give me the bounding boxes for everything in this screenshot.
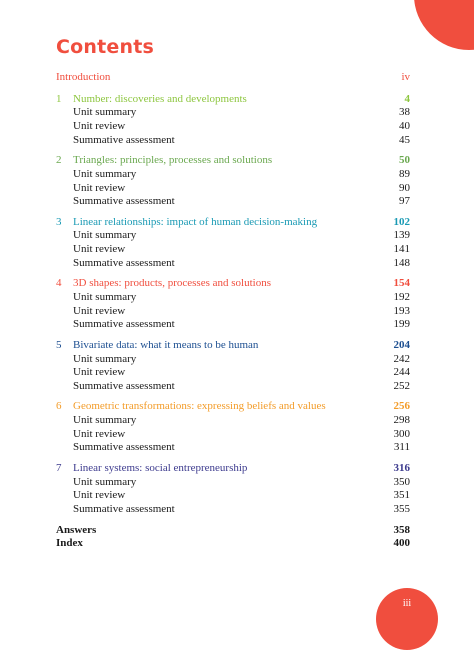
toc-subentry[interactable] [56, 414, 410, 428]
subentry-label: Summative assessment [73, 441, 175, 454]
subentry-label: Unit review [73, 243, 126, 256]
toc-subentry[interactable] [56, 168, 410, 182]
subentry-page: 89 [399, 167, 410, 180]
subentry-page: 38 [399, 106, 410, 119]
entry-page: 400 [393, 537, 410, 550]
toc-subentry[interactable] [56, 318, 410, 332]
spacer [56, 394, 410, 401]
unit-number: 4 [56, 277, 62, 290]
unit-number: 1 [56, 92, 62, 105]
toc-unit-heading[interactable] [56, 216, 410, 230]
subentry-page: 199 [393, 318, 410, 331]
unit-title: Triangles: principles, processes and solutions [73, 154, 273, 167]
subentry-label: Unit summary [73, 291, 137, 304]
toc-subentry[interactable] [56, 243, 410, 257]
toc-subentry[interactable] [56, 380, 410, 394]
subentry-label: Summative assessment [73, 195, 175, 208]
entry-page: 358 [393, 523, 410, 536]
unit-number: 5 [56, 338, 62, 351]
unit-page: 154 [393, 277, 410, 290]
subentry-page: 148 [393, 256, 410, 269]
unit-title: Number: discoveries and developments [73, 92, 247, 105]
subentry-label: Unit summary [73, 414, 137, 427]
unit-page: 50 [399, 154, 410, 167]
unit-title: 3D shapes: products, processes and solutions [73, 277, 271, 290]
subentry-label: Unit review [73, 489, 126, 502]
subentry-page: 350 [393, 475, 410, 488]
subentry-label: Summative assessment [73, 379, 175, 392]
entry-label: Index [56, 537, 83, 550]
spacer [56, 271, 410, 278]
toc-unit-heading[interactable] [56, 400, 410, 414]
subentry-label: Unit summary [73, 229, 137, 242]
subentry-page: 252 [393, 379, 410, 392]
subentry-label: Unit summary [73, 475, 137, 488]
spacer [56, 147, 410, 154]
toc-unit-heading[interactable] [56, 339, 410, 353]
entry-label: Introduction [56, 71, 111, 83]
toc-subentry[interactable] [56, 428, 410, 442]
toc-subentry[interactable] [56, 366, 410, 380]
unit-title: Bivariate data: what it means to be human [73, 338, 259, 351]
subentry-label: Summative assessment [73, 503, 175, 516]
toc-unit-heading[interactable] [56, 277, 410, 291]
subentry-page: 97 [399, 195, 410, 208]
toc-unit-heading[interactable] [56, 93, 410, 107]
unit-number: 2 [56, 154, 62, 167]
unit-page: 102 [393, 215, 410, 228]
toc-subentry[interactable] [56, 182, 410, 196]
subentry-page: 141 [393, 243, 410, 256]
unit-title: Geometric transformations: expressing beliefs and values [73, 400, 326, 413]
toc-entry-answers[interactable] [56, 524, 410, 538]
toc-subentry[interactable] [56, 441, 410, 455]
unit-title: Linear systems: social entrepreneurship [73, 461, 248, 474]
spacer [56, 455, 410, 462]
subentry-page: 244 [393, 366, 410, 379]
corner-decoration [414, 0, 474, 50]
table-of-contents [56, 71, 410, 551]
subentry-label: Summative assessment [73, 133, 175, 146]
toc-subentry[interactable] [56, 305, 410, 319]
toc-subentry[interactable] [56, 353, 410, 367]
toc-subentry[interactable] [56, 503, 410, 517]
subentry-page: 193 [393, 304, 410, 317]
toc-subentry[interactable] [56, 291, 410, 305]
unit-heading-text [56, 339, 258, 353]
toc-subentry[interactable] [56, 476, 410, 490]
page-number: iii [402, 598, 412, 609]
unit-number: 6 [56, 400, 62, 413]
toc-subentry[interactable] [56, 106, 410, 120]
spacer [56, 209, 410, 216]
subentry-page: 298 [393, 414, 410, 427]
unit-heading-text [56, 400, 326, 414]
subentry-page: 242 [393, 352, 410, 365]
toc-subentry[interactable] [56, 229, 410, 243]
toc-unit-heading[interactable] [56, 154, 410, 168]
unit-heading-text [56, 93, 247, 107]
unit-heading-text [56, 462, 247, 476]
unit-page: 4 [404, 92, 410, 105]
subentry-label: Unit review [73, 120, 126, 133]
subentry-page: 45 [399, 133, 410, 146]
toc-unit-heading[interactable] [56, 462, 410, 476]
subentry-page: 90 [399, 181, 410, 194]
subentry-label: Unit summary [73, 352, 137, 365]
entry-label: Answers [56, 523, 97, 536]
unit-heading-text [56, 216, 317, 230]
page-title: Contents [56, 36, 155, 58]
subentry-label: Unit review [73, 304, 126, 317]
toc-entry-introduction[interactable] [56, 71, 410, 85]
unit-heading-text [56, 154, 272, 168]
toc-subentry[interactable] [56, 195, 410, 209]
subentry-page: 311 [393, 441, 410, 454]
units-list [56, 93, 410, 524]
subentry-page: 351 [393, 489, 410, 502]
toc-subentry[interactable] [56, 134, 410, 148]
toc-subentry[interactable] [56, 120, 410, 134]
subentry-page: 40 [399, 120, 410, 133]
subentry-label: Unit review [73, 427, 126, 440]
toc-entry-index[interactable] [56, 537, 410, 551]
unit-heading-text [56, 277, 271, 291]
toc-subentry[interactable] [56, 489, 410, 503]
subentry-label: Summative assessment [73, 256, 175, 269]
spacer [56, 332, 410, 339]
subentry-label: Summative assessment [73, 318, 175, 331]
subentry-page: 300 [393, 427, 410, 440]
entry-page: iv [401, 71, 410, 83]
spacer [56, 85, 410, 93]
unit-number: 7 [56, 461, 62, 474]
unit-page: 316 [393, 461, 410, 474]
subentry-label: Unit review [73, 181, 126, 194]
subentry-page: 139 [393, 229, 410, 242]
subentry-label: Unit summary [73, 167, 137, 180]
subentry-label: Unit summary [73, 106, 137, 119]
subentry-page: 355 [393, 503, 410, 516]
subentry-page: 192 [393, 291, 410, 304]
unit-title: Linear relationships: impact of human decision-making [73, 215, 318, 228]
subentry-label: Unit review [73, 366, 126, 379]
spacer [56, 517, 410, 524]
unit-page: 256 [393, 400, 410, 413]
toc-subentry[interactable] [56, 257, 410, 271]
unit-page: 204 [393, 338, 410, 351]
unit-number: 3 [56, 215, 62, 228]
